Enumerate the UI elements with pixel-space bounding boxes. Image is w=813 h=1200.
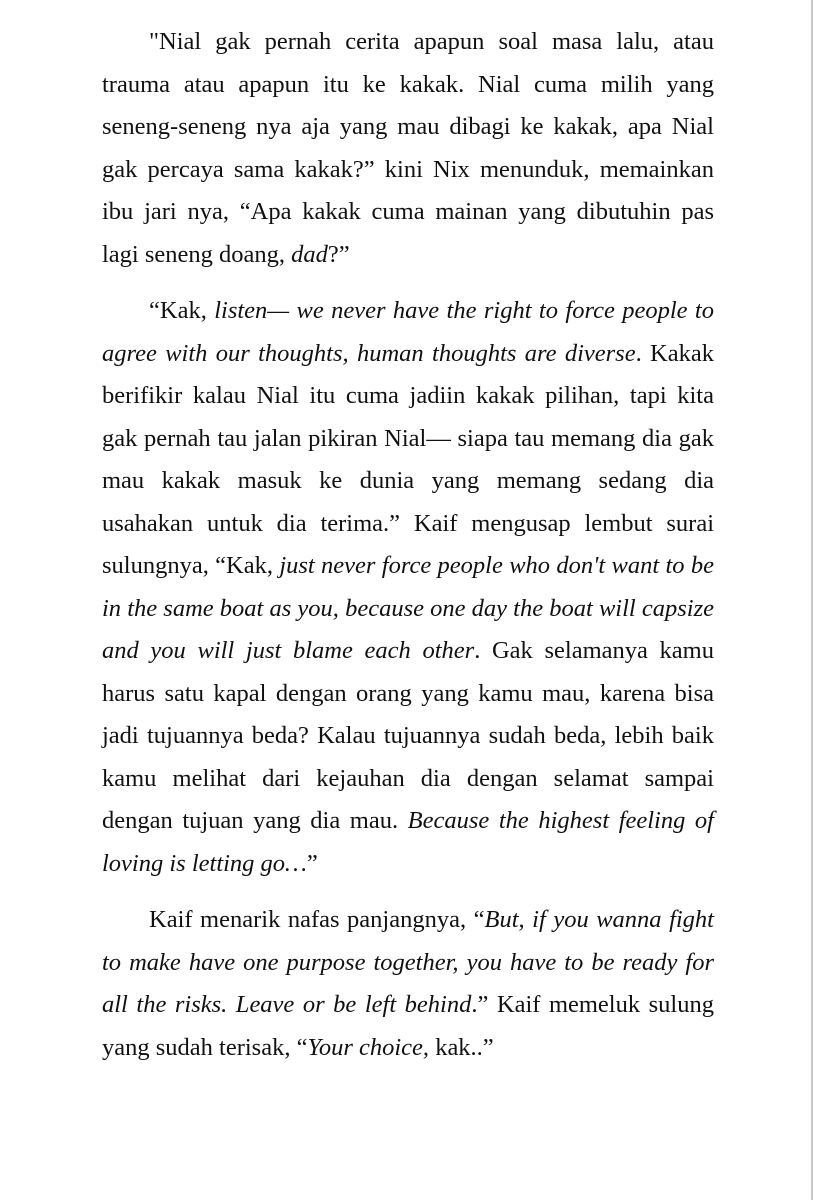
paragraph-1 xyxy=(102,21,714,276)
paragraph-italic-run: listen— we never have the right to force people to agree with our thoughts, human thoughts are diverse xyxy=(102,297,714,367)
paragraph-italic-run: Your choice, xyxy=(307,1033,430,1061)
paragraph-text-run: . Kakak berifikir kalau Nial itu cuma jadiin kakak pilihan, tapi kita gak pernah tau jalan pikiran Nial— siapa tau memang dia gak mau kakak masuk ke dunia yang memang sedang dia usahakan untuk dia terima.” Kaif mengusap lembut surai sulungnya, “Kak, xyxy=(102,339,714,579)
paragraph-text-run: kak..” xyxy=(429,1033,494,1061)
paragraph-text-run: ” xyxy=(306,849,318,877)
paragraph-text-run: . Gak selamanya kamu harus satu kapal dengan orang yang kamu mau, karena bisa jadi tujuannya beda? Kalau tujuannya sudah beda, lebih baik kamu melihat dari kejauhan dia dengan selamat sampai dengan tujuan yang dia mau. xyxy=(102,637,714,834)
paragraph-italic-run: dad xyxy=(291,240,328,268)
paragraph-text-run: "Nial gak pernah cerita apapun soal masa lalu, atau trauma atau apapun itu ke kakak. Nial cuma milih yang seneng-seneng nya aja yang mau dibagi ke kakak, apa Nial gak percaya sama kakak?” kini Nix menunduk, memainkan ibu jari nya, “Apa kakak cuma mainan yang dibutuhin pas lagi seneng doang, xyxy=(102,28,714,268)
paragraph-text-run: Kaif menarik nafas panjangnya, “ xyxy=(149,906,485,933)
paragraph-italic-run: Because the highest feeling of loving is letting go… xyxy=(102,807,714,877)
paragraph-3 xyxy=(102,899,714,1069)
paragraph-text-run: “Kak, xyxy=(149,297,215,324)
page-text-body xyxy=(102,21,714,1069)
paragraph-italic-run: But, if you wanna fight to make have one purpose together, you have to be ready for all the risks. Leave or be left behind xyxy=(102,906,714,1018)
paragraph-text-run: .” Kaif memeluk sulung yang sudah terisak, “ xyxy=(102,991,714,1061)
paragraph-italic-run: just never force people who don't want to be in the same boat as you, because one day the boat will capsize and you will just blame each other xyxy=(102,552,714,664)
paragraph-text-run: ?” xyxy=(327,240,350,268)
paragraph-2 xyxy=(102,290,714,885)
